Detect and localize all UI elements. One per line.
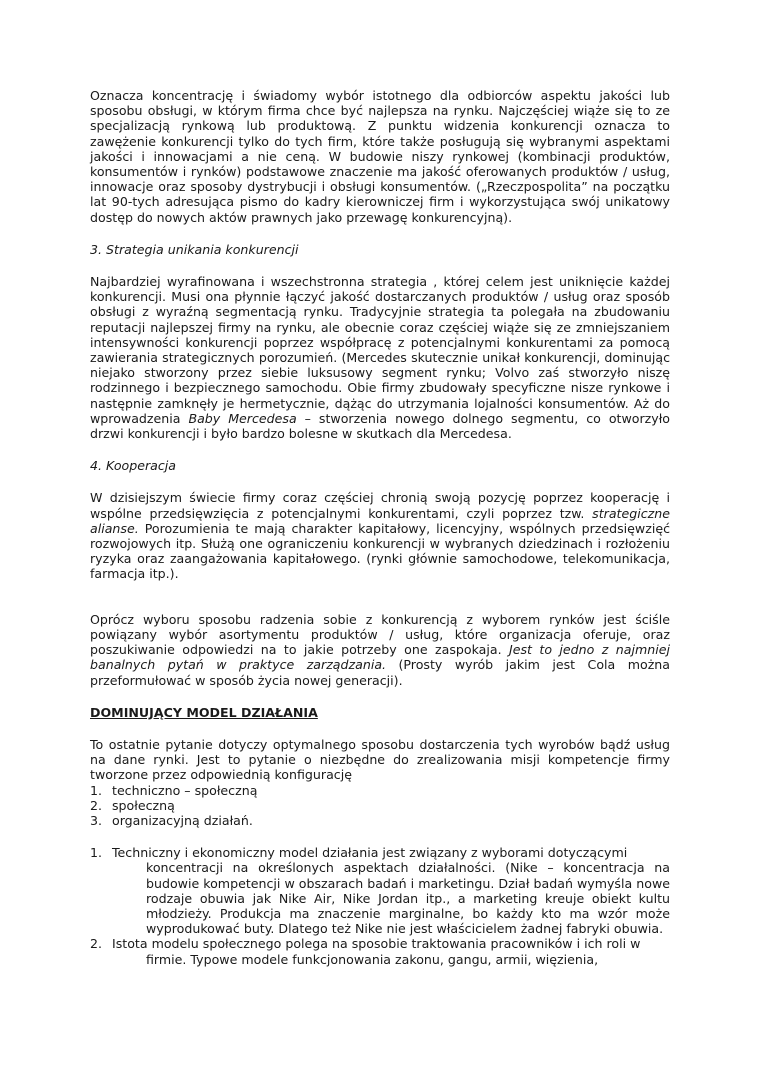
- paragraph-avoidance-text-b: – stworzenia nowego dolnego segmentu, co otworzyło drzwi konkurencji i było bardzo bolesne w skutkach dla Mercedesa.: [90, 410, 670, 442]
- strategic-alliances-term: strategiczne alianse.: [90, 505, 670, 536]
- list-item: 3. organizacyjną działań.: [90, 812, 253, 828]
- paragraph-avoidance-strategy: [90, 274, 670, 441]
- list-item: 1. techniczno – społeczną: [90, 782, 258, 798]
- list-item: 1. Techniczny i ekonomiczny model działania jest związany z wyborami dotyczącymi koncentracji na określonych aspektach działalności. (Nike – koncentracja na budowie kompetencji w obszarach badań i marketingu. Dział badań wymyśla nowe rodzaje obuwia jak Nike Air, Nike Jordan itp., a marketing kreuje obiekt kultu młodzieży. Produkcja ma znaczenie marginalne, bo każdy kto ma wzór może wyprodukować buty. Dlatego też Nike nie jest właścicielem żadnej fabryki obuwia.: [90, 845, 670, 937]
- paragraph-product-text-a: Oprócz wyboru sposobu radzenia sobie z konkurencją z wyborem rynków jest ściśle powiązany wybór asortymentu produktów / usług, które organizacja oferuje, oraz poszukiwanie odpowiedzi na to jakie potrzeby one zaspokaja.: [90, 611, 670, 658]
- paragraph-cooperation-text-b: Porozumienia te mają charakter kapitałowy, licencyjny, wspólnych przedsięwzięć rozwojowych itp. Służą one ograniczeniu konkurencji w wybranych dziedzinach i rozłożeniu ryzyka oraz zaangażowania kapitałowego. (rynki głównie samochodowe, telekomunikacja, farmacja itp.).: [90, 520, 670, 582]
- paragraph-niche-strategy: Oznacza koncentrację i świadomy wybór istotnego dla odbiorców aspektu jakości lub sposobu obsługi, w którym firma chce być najlepsza na rynku. Najczęściej wiąże się to ze specjalizacją rynkową lub produktową. Z punktu widzenia konkurencji oznacza to zawężenie konkurencji tylko do tych firm, które także posługują się wybranymi aspektami jakości i innowacjami a nie ceną. W budowie niszy rynkowej (kombinacji produktów, konsumentów i rynków) podstawowe znaczenie ma jakość oferowanych produktów / usług, innowacje oraz sposoby dystrybucji i obsługi konsumentów. („Rzeczpospolita” na początku lat 90-tych adresująca pismo do kadry kierowniczej firm i wykorzystująca swój unikatowy dostęp do nowych aktów prawnych jako przewagę konkurencyjną).: [90, 88, 670, 225]
- section-heading-cooperation: 4. Kooperacja: [90, 458, 177, 474]
- paragraph-cooperation: [90, 490, 670, 581]
- baby-mercedes-term: Baby Mercedesa: [188, 410, 297, 426]
- paragraph-product-choice: [90, 612, 670, 688]
- main-heading-dominant-model: DOMINUJĄCY MODEL DZIAŁANIA: [90, 704, 318, 720]
- paragraph-competence: To ostatnie pytanie dotyczy optymalnego sposobu dostarczenia tych wyrobów bądź usług na dane rynki. Jest to pytanie o niezbędne do zrealizowania misji kompetencje firmy tworzone przez odpowiednią konfigurację: [90, 736, 670, 783]
- list-item: 2. Istota modelu społecznego polega na sposobie traktowania pracowników i ich roli w firmie. Typowe modele funkcjonowania zakonu, gangu, armii, więzienia,: [90, 936, 641, 967]
- section-heading-avoidance: 3. Strategia unikania konkurencji: [90, 241, 299, 257]
- list-item: 2. społeczną: [90, 797, 175, 813]
- configuration-list: [90, 783, 670, 829]
- document-page: [90, 88, 670, 967]
- paragraph-avoidance-text-a: Najbardziej wyrafinowana i wszechstronna strategia , której celem jest uniknięcie każdej konkurencji. Musi ona płynnie łączyć jakość dostarczanych produktów / usług oraz sposób obsługi z wyraźną segmentacją rynku. Tradycyjnie strategia ta polegała na zbudowaniu reputacji najlepszej firmy na rynku, ale obecnie coraz częściej wiąże się ze zmniejszaniem intensywności konkurencji poprzez współpracę z potencjalnymi konkurentami za pomocą zawierania strategicznych porozumień. (Mercedes skutecznie unikał konkurencji, dominując niejako stworzony przez siebie luksusowy segment rynku; Volvo zaś stworzyło niszę rodzinnego i bezpiecznego samochodu. Obie firmy zbudowały specyficzne nisze rynkowe i następnie zamknęły je hermetycznie, dążąc do utrzymania lojalności konsumentów. Aż do wprowadzenia: [90, 274, 670, 426]
- paragraph-product-text-b: (Prosty wyrób jakim jest Cola można przeformułować w sposób życia nowej generacji).: [90, 657, 670, 688]
- models-list: [90, 845, 670, 967]
- paragraph-cooperation-text-a: W dzisiejszym świecie firmy coraz częściej chronią swoją pozycję poprzez kooperację i wspólne przedsięwzięcia z potencjalnymi konkurentami, czyli poprzez tzw.: [90, 490, 670, 521]
- management-question-quote: Jest to jedno z najmniej banalnych pytań w praktyce zarządzania.: [90, 642, 670, 673]
